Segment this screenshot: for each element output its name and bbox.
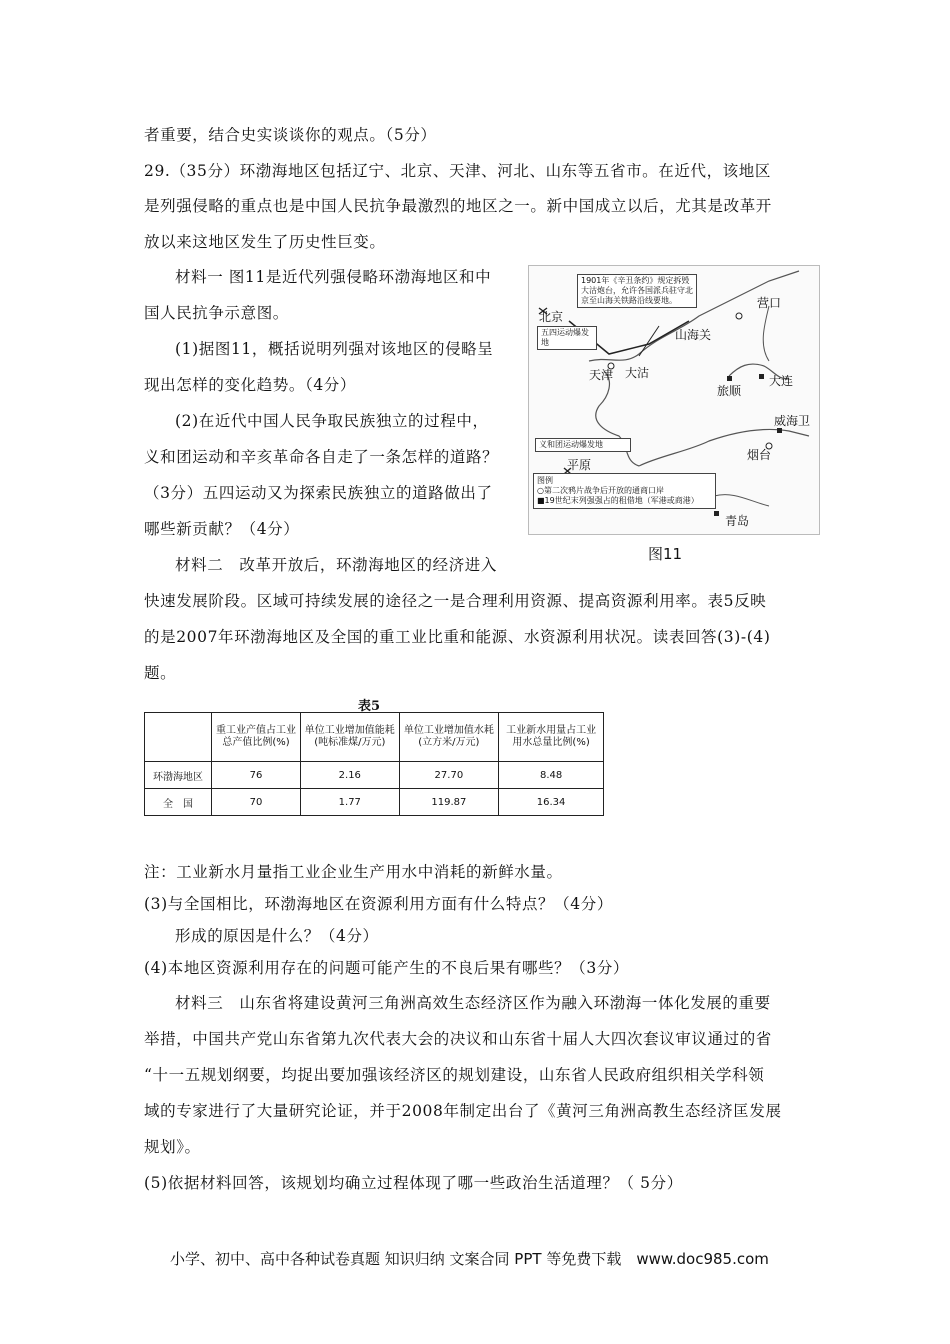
text-line: 国人民抗争示意图。: [144, 304, 289, 322]
table-header-row: [145, 713, 604, 762]
boxer-birthplace-note: 义和团运动爆发地: [535, 438, 631, 452]
text-line: 是列强侵略的重点也是中国人民抗争最激烈的地区之一。新中国成立以后，尤其是改革开: [144, 197, 772, 215]
text-line: “十一五规划纲要，均捉出要加强该经济区的规划建设，山东省人民政府组织相关学科领: [144, 1066, 765, 1084]
table-title: 表5: [358, 699, 381, 714]
table-cell: 76: [212, 762, 301, 789]
text-line: 现出怎样的变化趋势。（4分）: [144, 376, 357, 394]
table-cell: 16.34: [499, 789, 604, 816]
map-legend: [533, 473, 716, 509]
map-figure-11: [528, 265, 820, 535]
legend-title: 图例: [537, 476, 553, 485]
table-cell: 2.16: [301, 762, 400, 789]
material-3-heading: 材料三 山东省将建设黄河三角洲高效生态经济区作为融入环渤海一体化发展的重要: [175, 994, 771, 1012]
question-4: (4)本地区资源利用存在的问题可能产生的不良后果有哪些？（3分）: [144, 959, 630, 977]
table-cell: 8.48: [499, 762, 604, 789]
label-lushun: 旅顺: [717, 384, 742, 398]
label-yingkou: 营口: [757, 296, 782, 310]
table-cell: 全 国: [145, 789, 212, 816]
label-pingyuan: 平原: [567, 458, 592, 472]
figure-caption: 图11: [648, 545, 683, 563]
table-cell: 70: [212, 789, 301, 816]
text-line: 域的专家进行了大量研究论证，并于2008年制定出台了《黄河三角洲高教生态经济匡发展: [144, 1102, 782, 1120]
text-line: 哪些新贡献？（4分）: [144, 520, 300, 538]
page-footer: 小学、初中、高中各种试卷真题 知识归纳 文案合同 PPT 等免费下载 www.doc985.com: [170, 1250, 769, 1268]
question-2: (2)在近代中国人民争取民族独立的过程中，: [175, 412, 489, 430]
table-cell: 27.70: [399, 762, 499, 789]
material-1-heading: 材料一 图11是近代列强侵略环渤海地区和中: [175, 268, 492, 286]
text-line: 题。: [144, 664, 177, 682]
text-line: 形成的原因是什么？（4分）: [175, 927, 379, 945]
table-row: [145, 762, 604, 789]
question-5: (5)依据材料回答，该规划均确立过程体现了哪一些政治生活道理？（ 5分）: [144, 1174, 683, 1192]
label-dalian: 大连: [769, 374, 794, 388]
question-3: (3)与全国相比，环渤海地区在资源利用方面有什么特点？（4分）: [144, 895, 613, 913]
legend-item-treaty-port: ○第二次鸦片战争后开放的通商口岸: [537, 486, 664, 495]
text-line: 的是2007年环渤海地区及全国的重工业比重和能源、水资源利用状况。读表回答(3)-(4): [144, 628, 771, 646]
label-shanhaiguan: 山海关: [675, 328, 712, 342]
table-row: [145, 789, 604, 816]
material-2-heading: 材料二 改革开放后，环渤海地区的经济进入: [175, 556, 498, 574]
text-line: 快速发展阶段。区域可持续发展的途径之一是合理利用资源、提高资源利用率。表5反映: [144, 592, 767, 610]
table-header: 单位工业增加值能耗(吨标准煤/万元): [301, 713, 400, 762]
label-tianjin: 天津: [589, 368, 614, 382]
label-yantai: 烟台: [747, 448, 772, 462]
label-beijing: 北京: [539, 310, 564, 324]
text-line: 放以来这地区发生了历史性巨变。: [144, 233, 386, 251]
treaty-note: 1901年《辛丑条约》规定拆毁大沽炮台，允许各国派兵驻守北京至山海关铁路沿线要地。: [577, 274, 697, 308]
table-header: 重工业产值占工业总产值比例(%): [212, 713, 301, 762]
may4-birthplace-note: 五四运动爆发地: [537, 326, 597, 350]
question-29-intro: 29.（35分）环渤海地区包括辽宁、北京、天津、河北、山东等五省市。在近代，该地区: [144, 162, 771, 180]
table-cell: 环渤海地区: [145, 762, 212, 789]
table-header: 工业新水用量占工业用水总量比例(%): [499, 713, 604, 762]
text-line: 规划》。: [144, 1138, 201, 1156]
text-line: 义和团运动和辛亥革命各自走了一条怎样的道路？: [144, 448, 499, 466]
table-header: 单位工业增加值水耗(立方米/万元): [399, 713, 499, 762]
text-line: 举措，中国共产党山东省第九次代表大会的决议和山东省十届人大四次套议审议通过的省: [144, 1030, 772, 1048]
label-qingdao: 青岛: [725, 514, 750, 528]
question-1: (1)据图11，概括说明列强对该地区的侵略呈: [175, 340, 494, 358]
text-line: 者重要，结合史实谈谈你的观点。（5分）: [144, 126, 437, 144]
label-weihaiwei: 威海卫: [774, 414, 811, 428]
table-cell: 1.77: [301, 789, 400, 816]
text-line: （3分）五四运动又为探索民族独立的道路做出了: [144, 484, 493, 502]
table-header: [145, 713, 212, 762]
label-dagu: 大沽: [625, 366, 650, 380]
legend-item-leased-territory: ■19世纪末列强强占的租借地（军港或商港）: [537, 496, 699, 505]
table-5: [144, 712, 604, 816]
table-cell: 119.87: [399, 789, 499, 816]
table-note: 注：工业新水月量指工业企业生产用水中消耗的新鲜水量。: [144, 863, 563, 881]
